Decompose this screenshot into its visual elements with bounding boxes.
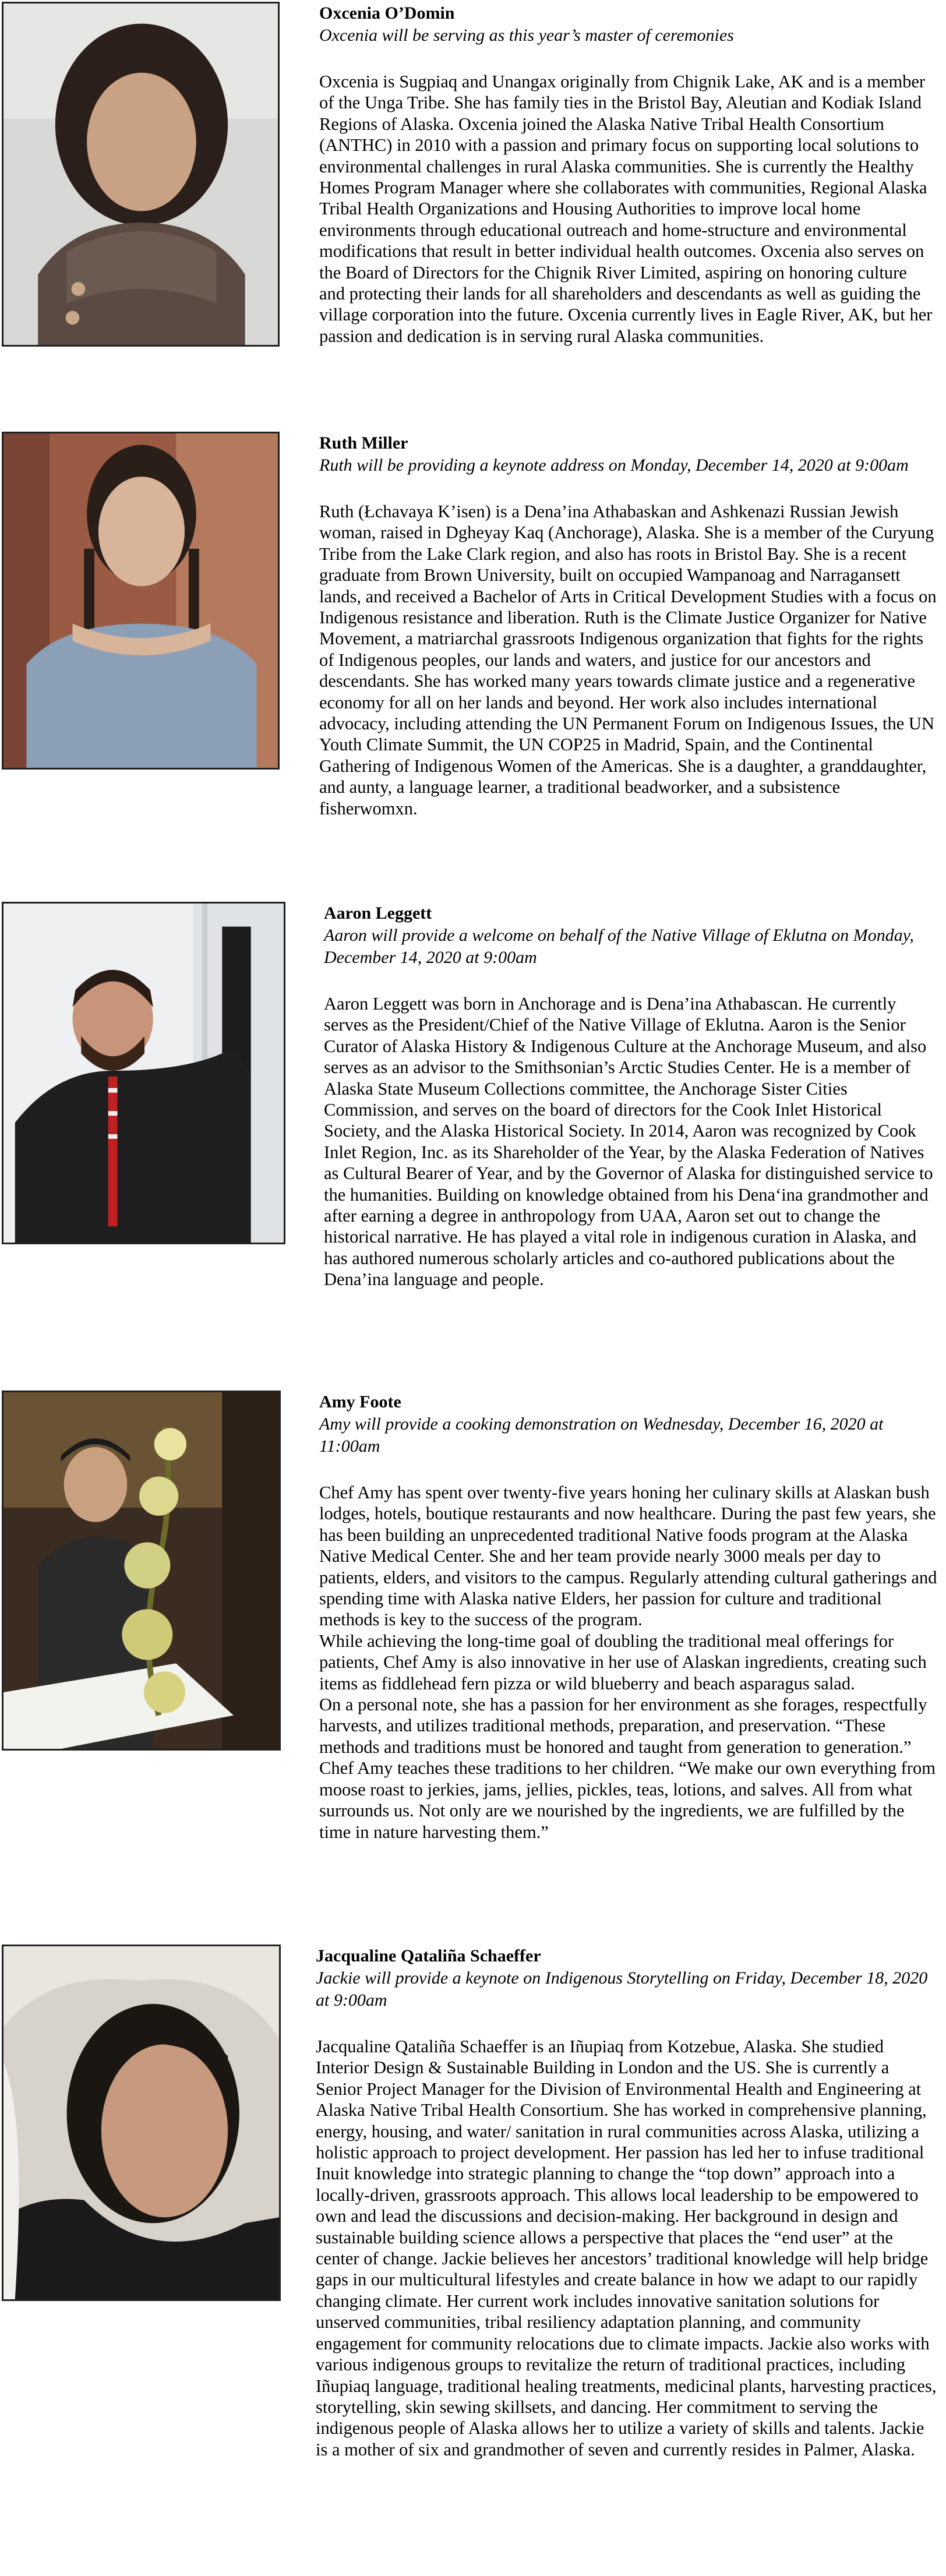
- speaker-name: Ruth Miller: [319, 433, 408, 453]
- speaker-bio: [319, 71, 937, 347]
- bio-paragraph: While achieving the long-time goal of doubling the traditional meal offerings for patients, Chef Amy is also innovative in her use of Alaskan ingredients, creating such items as fiddlehead fern pizza or wild blueberry and beach asparagus salad.: [319, 1631, 927, 1693]
- speaker-name: Jacqualine Qataliña Schaeffer: [316, 1946, 541, 1965]
- bio-paragraph: Chef Amy has spent over twenty-five years honing her culinary skills at Alaskan bush lodges, hotels, boutique restaurants and now healthcare. During the past few years, she has been building an unprecedented traditional Native foods program at the Alaska Native Medical Center. She and her team provide nearly 3000 meals per day to patients, elders, and visitors to the campus. Regularly attending cultural gatherings and spending time with Alaska native Elders, her passion for culture and traditional methods is key to the success of the program.: [319, 1483, 937, 1630]
- speaker-photo: [2, 1391, 281, 1751]
- speaker-bio: [316, 2036, 939, 2460]
- speaker-text: [319, 1391, 939, 1843]
- speaker-photo: [2, 432, 280, 770]
- speaker-photo: [2, 1945, 281, 2301]
- bio-paragraph: Jacqualine Qataliña Schaeffer is an Iñupiaq from Kotzebue, Alaska. She studied Interior Design & Sustainable Building in London and the US. She is currently a Senior Project Manager for the Division of Environmental Health and Engineering at Alaska Native Tribal Health Consortium. She has worked in comprehensive planning, energy, housing, and water/ sanitation in rural communities across Alaska, utilizing a holistic approach to project development. Her passion has led her to infuse traditional Inuit knowledge into strategic planning to change the “top down” approach into a locally-driven, grassroots approach. This allows local leadership to be empowered to own and lead the discussions and decision-making. Her background in design and sustainable building science allows a perspective that places the “end user” at the center of change. Jackie believes her ancestors’ traditional knowledge will help bridge gaps in our multicultural lifestyles and create balance in how we adapt to our rapidly changing climate. Her current work includes innovative sanitation solutions for unserved communities, tribal resiliency adaptation planning, and community engagement for community relocations due to climate impacts. Jackie also works with various indigenous groups to revitalize the return of traditional practices, including Iñupiaq language, traditional healing treatments, medicinal plants, harvesting practices, storytelling, skin sewing skillsets, and dancing. Her commitment to serving the indigenous people of Alaska allows her to utilize a variety of skills and talents. Jackie is a mother of six and grandmother of seven and currently resides in Palmer, Alaska.: [316, 2037, 937, 2459]
- speaker-name: Aaron Leggett: [324, 904, 432, 923]
- speaker-role: Oxcenia will be serving as this year’s master of ceremonies: [319, 26, 734, 45]
- speaker-name: Amy Foote: [319, 1392, 401, 1411]
- speaker-photo: [2, 902, 285, 1244]
- bio-paragraph: Oxcenia is Sugpiaq and Unangax originally from Chignik Lake, AK and is a member of the Unga Tribe. She has family ties in the Bristol Bay, Aleutian and Kodiak Island Regions of Alaska. Oxcenia joined the Alaska Native Tribal Health Consortium (ANTHC) in 2010 with a passion and primary focus on supporting local solutions to environmental challenges in rural Alaska communities. She is currently the Healthy Homes Program Manager where she collaborates with communities, Regional Alaska Tribal Health Organizations and Housing Authorities to improve local home environments through educational outreach and home-structure and environmental modifications that result in better individual health outcomes. Oxcenia also serves on the Board of Directors for the Chignik River Limited, aspiring on honoring culture and protecting their lands for all shareholders and descendants as well as guiding the village corporation into the future. Oxcenia currently lives in Eagle River, AK, but her passion and dedication is in serving rural Alaska communities.: [319, 72, 933, 346]
- bio-paragraph: Ruth (Łchavaya K’isen) is a Dena’ina Athabaskan and Ashkenazi Russian Jewish woman, raised in Dgheyay Kaq (Anchorage), Alaska. She is a member of the Curyung Tribe from the Lake Clark region, and also has roots in Bristol Bay. She is a recent graduate from Brown University, built on occupied Wampanoag and Narragansett lands, and received a Bachelor of Arts in Critical Development Studies with a focus on Indigenous resistance and liberation. Ruth is the Climate Justice Organizer for Native Movement, a matriarchal grassroots Indigenous organization that fights for the rights of Indigenous peoples, our lands and waters, and justice for our ancestors and descendants. She has worked many years towards climate justice and a regenerative economy for all on her lands and beyond. Her work also includes international advocacy, including attending the UN Permanent Forum on Indigenous Issues, the UN Youth Climate Summit, the UN COP25 in Madrid, Spain, and the Continental Gathering of Indigenous Women of the Americas. She is a daughter, a granddaughter, and aunty, a language learner, a traditional beadworker, and a subsistence fisherwomxn.: [319, 502, 937, 818]
- bio-paragraph: On a personal note, she has a passion for her environment as she forages, respectfully harvests, and utilizes traditional methods, preparation, and preservation. “These methods and traditions must be honored and taught from generation to generation.” Chef Amy teaches these traditions to her children. “We make our own everything from moose roast to jerkies, jams, jellies, pickles, teas, lotions, and salves. All from what surrounds us. Not only are we nourished by the ingredients, we are fulfilled by the time in nature harvesting them.”: [319, 1695, 936, 1842]
- speaker-name: Oxcenia O’Domin: [319, 3, 455, 23]
- speaker-text: [319, 2, 937, 347]
- speaker-bio: [319, 1482, 939, 1843]
- speaker-role: Amy will provide a cooking demonstration on Wednesday, December 16, 2020 at 11:00am: [319, 1414, 884, 1456]
- speaker-role: Aaron will provide a welcome on behalf of the Native Village of Eklutna on Monday, December 14, 2020 at 9:00am: [324, 926, 914, 967]
- speaker-text: [316, 1945, 939, 2460]
- bio-paragraph: Aaron Leggett was born in Anchorage and is Dena’ina Athabascan. He currently serves as the President/Chief of the Native Village of Eklutna. Aaron is the Senior Curator of Alaska History & Indigenous Culture at the Anchorage Museum, and also serves as an advisor to the Smithsonian’s Arctic Studies Center. He is a member of Alaska State Museum Collections committee, the Anchorage Sister Cities Commission, and serves on the board of directors for the Cook Inlet Historical Society, and the Alaska Historical Society. In 2014, Aaron was recognized by Cook Inlet Region, Inc. as its Shareholder of the Year, by the Alaska Federation of Natives as Cultural Bearer of Year, and by the Governor of Alaska for distinguished service to the humanities. Building on knowledge obtained from his Dena‘ina grandmother and after earning a degree in anthropology from UAA, Aaron set out to change the historical narrative. He has played a vital role in indigenous curation in Alaska, and has authored numerous scholarly articles and co-authored publications about the Dena’ina language and people.: [324, 994, 933, 1290]
- speaker-bio: [319, 501, 939, 819]
- speaker-bio: [324, 993, 939, 1290]
- speaker-role: Ruth will be providing a keynote address on Monday, December 14, 2020 at 9:00am: [319, 456, 909, 475]
- speaker-role: Jackie will provide a keynote on Indigenous Storytelling on Friday, December 18, 2020 at 9:00am: [316, 1968, 928, 2010]
- speaker-text: [324, 902, 939, 1290]
- speaker-photo: [2, 2, 280, 347]
- speaker-text: [319, 432, 939, 819]
